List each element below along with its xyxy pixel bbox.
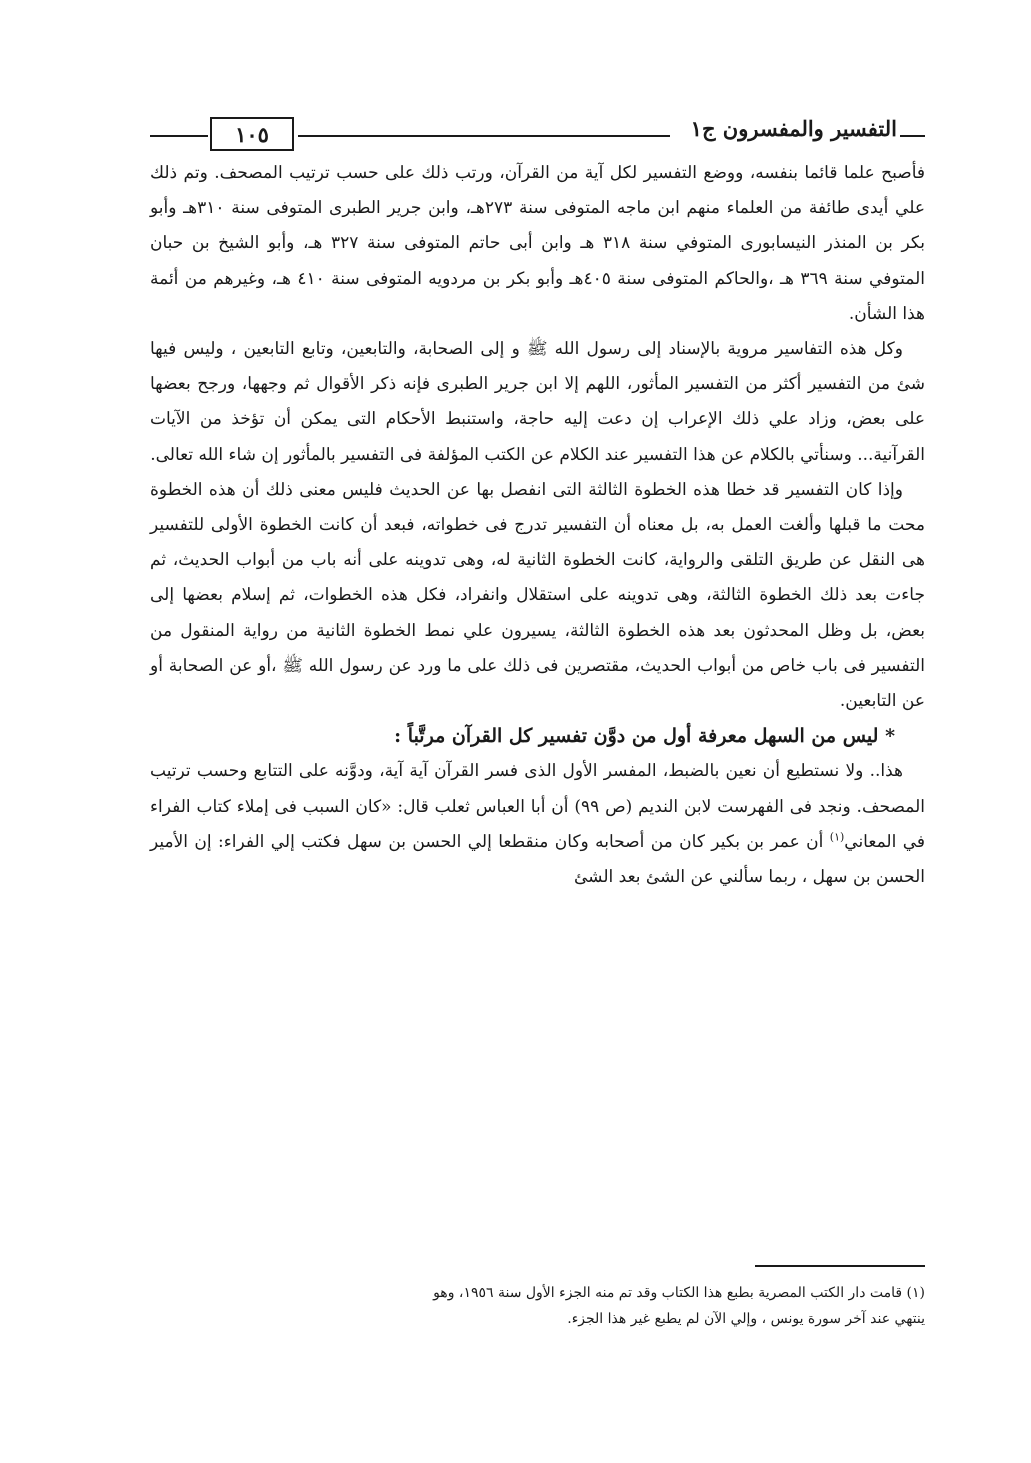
header-rule-left	[150, 135, 208, 137]
footnote	[150, 1280, 925, 1332]
running-title: التفسير والمفسرون ج١	[690, 116, 897, 141]
paragraph-2: وكل هذه التفاسير مروية بالإسناد إلى رسول الله ﷺ و إلى الصحابة، والتابعين، وتابع التابعين ، وليس فيها شئ من التفسير أكثر من التفسير المأثور، اللهم إلا ابن جرير الطبرى فإنه ذكر الأقوال ثم وجهها، ورجح بعضها على بعض، وزاد علي ذلك الإعراب إن دعت إليه حاجة، واستنبط الأحكام التى يمكن أن تؤخذ من الآيات القرآنية... وسنأتي بالكلام عن هذا التفسير عند الكلام عن الكتب المؤلفة فى التفسير بالمأثور إن شاء الله تعالى.	[150, 339, 925, 465]
footnote-line-1: (١) قامت دار الكتب المصرية بطبع هذا الكتاب وقد تم منه الجزء الأول سنة ١٩٥٦، وهو	[433, 1285, 925, 1301]
footnote-reference: (١)	[829, 830, 845, 844]
main-text	[150, 156, 925, 895]
book-page	[150, 100, 925, 1380]
page-number: ١٠٥	[210, 117, 294, 151]
paragraph-3: وإذا كان التفسير قد خطا هذه الخطوة الثالثة التى انفصل بها عن الحديث فليس معنى ذلك أن هذه الخطوة محت ما قبلها وألغت العمل به، بل معناه أن التفسير تدرج فى خطواته، فبعد أن كانت الخطوة الأولى للتفسير هى النقل عن طريق التلقى والرواية، كانت الخطوة الثانية له، وهى تدوينه على أنه باب من أبواب الحديث، ثم جاءت بعد ذلك الخطوة الثالثة، وهى تدوينه على استقلال وانفراد، فكل هذه الخطوات، ثم إسلام بعضها إلى بعض، بل وظل المحدثون بعد هذه الخطوة الثالثة، يسيرون علي نمط الخطوة الثانية من رواية المنقول من التفسير فى باب خاص من أبواب الحديث، مقتصرين فى ذلك على ما ورد عن رسول الله ﷺ ،أو عن الصحابة أو عن التابعين.	[150, 479, 925, 712]
section-heading	[150, 719, 925, 754]
paragraph-1: فأصبح علما قائما بنفسه، ووضع التفسير لكل آية من القرآن، ورتب ذلك على حسب ترتيب المصحف. وتم ذلك علي أيدى طائفة من العلماء منهم ابن ماجه المتوفى سنة ٢٧٣هـ، وابن جرير الطبرى المتوفى سنة ٣١٠هـ وأبو بكر بن المنذر النيسابورى المتوفي سنة ٣١٨ هـ وابن أبى حاتم المتوفى سنة ٣٢٧ هـ، وأبو الشيخ بن حبان المتوفي سنة ٣٦٩ هـ ،والحاكم المتوفى سنة ٤٠٥هـ وأبو بكر بن مردويه المتوفى سنة ٤١٠ هـ، وغيرهم من أئمة هذا الشأن.	[150, 163, 926, 324]
paragraph-4-part-1: هذا.. ولا نستطيع أن نعين بالضبط، المفسر الأول الذى فسر القرآن آية آية، ودوَّنه على التتابع وحسب ترتيب المصحف. ونجد فى الفهرست لابن النديم (ص ٩٩) أن أبا العباس ثعلب قال: «كان السبب فى إملاء كتاب الفراء في المعاني	[150, 761, 925, 852]
star-bullet: *	[885, 725, 895, 748]
header-rule-middle	[298, 135, 670, 137]
section-heading-text: ليس من السهل معرفة أول من دوَّن تفسير كل القرآن مرتَّباً :	[394, 725, 879, 748]
paragraph-4-part-2: أن عمر بن بكير كان من أصحابه وكان منقطعا إلي الحسن بن سهل فكتب إلي الفراء: إن الأمير الحسن بن سهل ، ربما سألني عن الشئ بعد الشئ	[150, 831, 925, 888]
footnote-line-2: ينتهي عند آخر سورة يونس ، وإلي الآن لم يطبع غير هذا الجزء.	[567, 1311, 925, 1327]
header-rule-right	[900, 135, 925, 137]
page-header	[150, 108, 925, 148]
paragraph-4	[150, 754, 925, 895]
footnote-separator	[755, 1265, 925, 1267]
